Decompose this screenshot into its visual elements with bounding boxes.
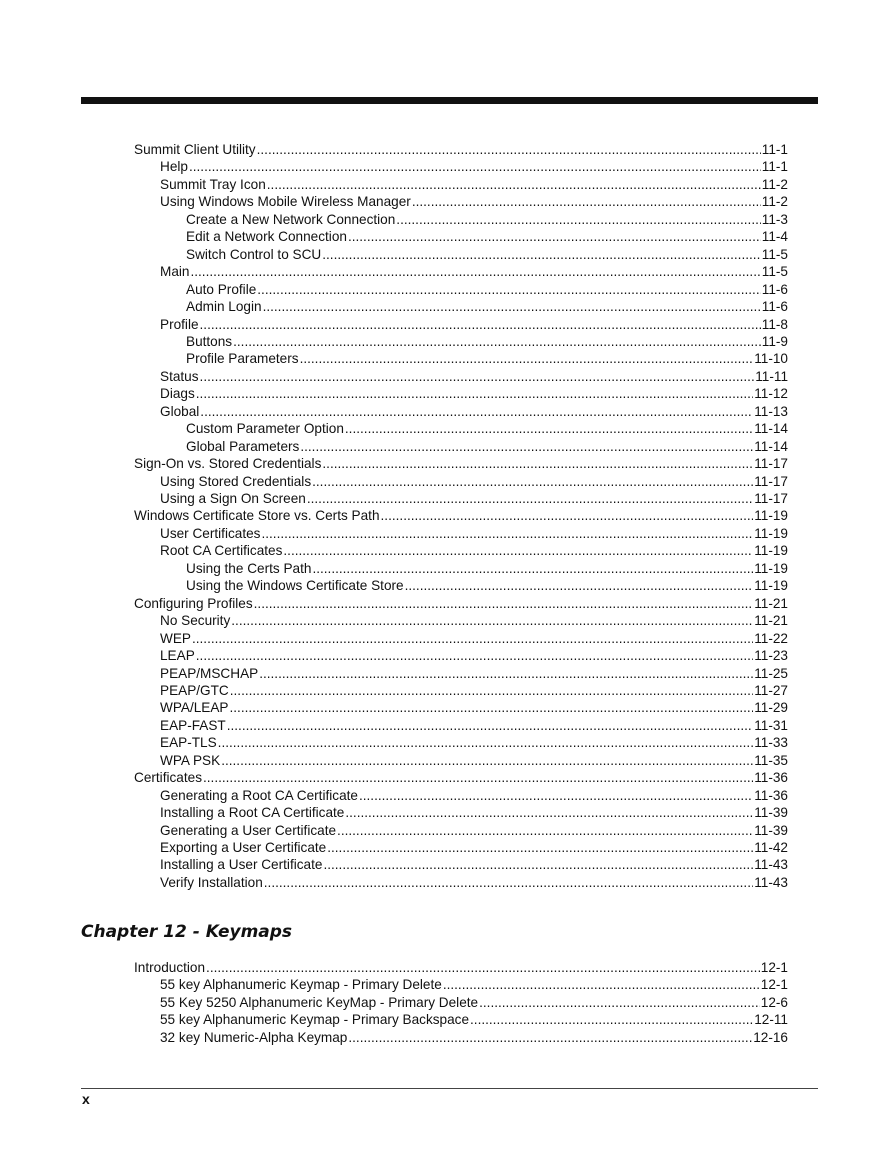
toc-entry-title: PEAP/MSCHAP <box>160 665 259 681</box>
toc-entry[interactable] <box>160 542 788 559</box>
dot-leader <box>323 856 753 873</box>
toc-entry[interactable] <box>160 316 788 333</box>
toc-entry-page: 11-29 <box>754 700 788 716</box>
dot-leader <box>233 333 761 350</box>
toc-entry-page: 11-19 <box>754 525 788 541</box>
toc-entry-title: Auto Profile <box>186 281 257 297</box>
toc-entry[interactable] <box>160 787 788 804</box>
toc-entry[interactable] <box>160 612 788 629</box>
dot-leader <box>259 665 753 682</box>
dot-leader <box>396 211 761 228</box>
toc-entry-title: Diags <box>160 386 195 402</box>
dot-leader <box>348 228 761 245</box>
toc-entry-title: Buttons <box>186 333 233 349</box>
toc-entry-title: Global <box>160 403 200 419</box>
toc-entry-page: 11-39 <box>754 822 788 838</box>
toc-entry-title: 55 key Alphanumeric Keymap - Primary Delete <box>160 977 442 993</box>
toc-entry[interactable] <box>134 595 788 612</box>
toc-entry[interactable] <box>160 525 788 542</box>
toc-entry[interactable] <box>160 1029 788 1046</box>
toc-entry-title: Certificates <box>134 770 202 786</box>
toc-entry-page: 11-39 <box>754 805 788 821</box>
toc-entry[interactable] <box>186 211 788 228</box>
toc-entry-title: Sign-On vs. Stored Credentials <box>134 456 322 472</box>
toc-entry[interactable] <box>186 577 788 594</box>
dot-leader <box>348 1029 752 1046</box>
toc-entry-page: 11-25 <box>754 665 788 681</box>
toc-entry-title: PEAP/GTC <box>160 682 229 698</box>
toc-entry-title: Generating a Root CA Certificate <box>160 787 358 803</box>
toc-entry-page: 11-19 <box>754 508 788 524</box>
toc-entry[interactable] <box>160 734 788 751</box>
toc-entry-page: 11-17 <box>754 456 788 472</box>
toc-entry-title: Main <box>160 264 190 280</box>
toc-entry[interactable] <box>160 822 788 839</box>
toc-entry-title: Custom Parameter Option <box>186 421 344 437</box>
dot-leader <box>218 734 754 751</box>
toc-entry-title: User Certificates <box>160 525 261 541</box>
toc-entry-title: Root CA Certificates <box>160 543 283 559</box>
chapter-heading: Chapter 12 - Keymaps <box>81 922 293 942</box>
dot-leader <box>189 158 761 175</box>
dot-leader <box>206 959 760 976</box>
dot-leader <box>263 298 761 315</box>
toc-entry-title: 55 Key 5250 Alphanumeric KeyMap - Primary Delete <box>160 994 479 1010</box>
toc-entry[interactable] <box>186 350 788 367</box>
dot-leader <box>257 141 761 158</box>
toc-entry-page: 11-10 <box>754 351 788 367</box>
toc-entry-page: 11-6 <box>761 299 788 315</box>
dot-leader <box>257 281 761 298</box>
toc-entry-page: 11-4 <box>761 229 788 245</box>
toc-entry[interactable] <box>160 263 788 280</box>
dot-leader <box>203 769 753 786</box>
toc-entry-title: Admin Login <box>186 299 262 315</box>
toc-entry-page: 11-36 <box>754 770 788 786</box>
toc-entry[interactable] <box>160 490 788 507</box>
dot-leader <box>322 455 753 472</box>
toc-entry-page: 11-27 <box>754 682 788 698</box>
dot-leader <box>190 263 760 280</box>
dot-leader <box>327 839 753 856</box>
toc-entry[interactable] <box>186 333 788 350</box>
toc-entry-page: 11-17 <box>754 491 788 506</box>
toc-entry-title: EAP-FAST <box>160 717 226 733</box>
toc-entry[interactable] <box>160 665 788 682</box>
toc-entry-page: 12-6 <box>760 994 788 1010</box>
toc-entry-page: 11-1 <box>761 142 788 157</box>
toc-entry[interactable] <box>134 769 788 786</box>
toc-entry-page: 11-21 <box>754 595 788 611</box>
footer-rule <box>81 1088 818 1089</box>
toc-entry-title: WPA PSK <box>160 752 221 768</box>
toc-entry-title: Using Stored Credentials <box>160 473 312 489</box>
toc-entry-title: Profile Parameters <box>186 351 299 367</box>
toc-entry[interactable] <box>160 699 788 716</box>
header-rule <box>81 97 818 104</box>
toc-entry-page: 11-22 <box>754 630 788 646</box>
toc-entry[interactable] <box>134 507 788 524</box>
toc-entry[interactable] <box>160 630 788 647</box>
toc-entry-title: Edit a Network Connection <box>186 229 347 245</box>
toc-entry-page: 11-9 <box>761 333 788 349</box>
toc-entry-title: Windows Certificate Store vs. Certs Path <box>134 508 380 524</box>
toc-entry[interactable] <box>186 228 788 245</box>
toc-entry[interactable] <box>160 874 788 891</box>
toc-entry-title: Exporting a User Certificate <box>160 840 327 855</box>
toc-entry[interactable] <box>160 1011 788 1028</box>
dot-leader <box>359 787 753 804</box>
dot-leader <box>307 490 753 507</box>
toc-entry-title: Switch Control to SCU <box>186 246 322 262</box>
dot-leader <box>312 560 753 577</box>
dot-leader <box>300 438 753 455</box>
dot-leader <box>312 473 753 490</box>
toc-entry[interactable] <box>186 298 788 315</box>
dot-leader <box>345 420 753 437</box>
toc-entry-page: 11-35 <box>754 752 788 768</box>
toc-entry-page: 11-14 <box>754 438 788 454</box>
toc-entry[interactable] <box>186 281 788 298</box>
toc-entry-title: EAP-TLS <box>160 735 217 751</box>
toc-entry[interactable] <box>160 856 788 873</box>
toc-entry-page: 11-6 <box>761 281 788 297</box>
toc-entry-page: 11-17 <box>754 473 788 489</box>
dot-leader <box>196 647 753 664</box>
dot-leader <box>200 403 753 420</box>
toc-entry-page: 11-13 <box>754 403 788 419</box>
toc-entry[interactable] <box>160 839 788 856</box>
toc-entry-title: LEAP <box>160 648 195 664</box>
dot-leader <box>264 874 753 891</box>
dot-leader <box>479 994 760 1011</box>
toc-entry[interactable] <box>186 560 788 577</box>
toc-entry-page: 11-3 <box>761 211 788 227</box>
toc-entry-page: 11-23 <box>754 648 788 664</box>
toc-entry-title: 32 key Numeric-Alpha Keymap <box>160 1029 348 1045</box>
toc-entry-title: Configuring Profiles <box>134 595 253 611</box>
dot-leader <box>381 507 754 524</box>
toc-entry-title: Summit Client Utility <box>134 142 256 157</box>
toc-entry-title: Global Parameters <box>186 438 300 454</box>
toc-entry[interactable] <box>160 368 788 385</box>
toc-entry-title: Help <box>160 159 188 175</box>
dot-leader <box>412 193 761 210</box>
toc-entry-page: 11-19 <box>754 560 788 576</box>
toc-entry-page: 11-5 <box>761 246 788 262</box>
toc-entry-page: 11-12 <box>754 386 788 402</box>
dot-leader <box>322 246 761 263</box>
toc-entry-page: 11-19 <box>754 578 788 594</box>
dot-leader <box>470 1011 753 1028</box>
toc-entry-page: 12-16 <box>753 1029 788 1045</box>
toc-entry[interactable] <box>160 804 788 821</box>
dot-leader <box>192 630 753 647</box>
dot-leader <box>230 682 753 699</box>
toc-entry-page: 12-1 <box>760 977 788 993</box>
toc-entry[interactable] <box>186 420 788 437</box>
dot-leader <box>443 976 760 993</box>
toc-entry-title: Using the Certs Path <box>186 560 312 576</box>
toc-entry-page: 11-31 <box>754 717 788 733</box>
toc-entry[interactable] <box>186 246 788 263</box>
dot-leader <box>337 822 753 839</box>
toc-entry-page: 11-11 <box>755 368 788 384</box>
dot-leader <box>261 525 753 542</box>
toc-entry-page: 11-42 <box>754 840 788 855</box>
toc-entry-page: 11-43 <box>754 874 788 890</box>
toc-entry-page: 11-36 <box>754 787 788 803</box>
toc-entry[interactable] <box>134 141 788 158</box>
toc-entry-title: Generating a User Certificate <box>160 822 337 838</box>
toc-entry-title: Using Windows Mobile Wireless Manager <box>160 194 411 210</box>
dot-leader <box>230 699 754 716</box>
toc-entry[interactable] <box>160 176 788 193</box>
toc-entry-title: WEP <box>160 630 191 646</box>
toc-entry[interactable] <box>160 976 788 993</box>
toc-entry-page: 11-19 <box>754 543 788 559</box>
dot-leader <box>231 612 753 629</box>
toc-entry-page: 12-11 <box>754 1012 788 1028</box>
toc-entry[interactable] <box>160 994 788 1011</box>
toc-entry-page: 11-1 <box>761 159 788 175</box>
toc-entry-page: 11-43 <box>754 857 788 873</box>
toc-entry-title: Introduction <box>134 960 206 975</box>
toc-entry-page: 11-8 <box>761 316 788 332</box>
toc-entry[interactable] <box>160 752 788 769</box>
toc-entry-page: 11-2 <box>761 176 788 192</box>
toc-entry-title: Summit Tray Icon <box>160 176 266 192</box>
dot-leader <box>267 176 761 193</box>
toc-entry[interactable] <box>160 193 788 210</box>
dot-leader <box>405 577 754 594</box>
toc-entry-page: 11-5 <box>761 264 788 280</box>
toc-entry[interactable] <box>160 473 788 490</box>
toc-entry-page: 12-1 <box>760 960 788 975</box>
dot-leader <box>196 385 753 402</box>
dot-leader <box>227 717 754 734</box>
toc-entry[interactable] <box>160 385 788 402</box>
dot-leader <box>200 368 755 385</box>
toc-entry-title: Status <box>160 368 199 384</box>
toc-entry-page: 11-2 <box>761 194 788 210</box>
toc-entry-title: WPA/LEAP <box>160 700 229 716</box>
dot-leader <box>254 595 754 612</box>
toc-entry-title: Profile <box>160 316 199 332</box>
toc-entry-page: 11-33 <box>754 735 788 751</box>
toc-entry-title: No Security <box>160 613 231 629</box>
dot-leader <box>283 542 753 559</box>
dot-leader <box>200 316 761 333</box>
toc-entry[interactable] <box>134 455 788 472</box>
toc-entry[interactable] <box>134 959 788 976</box>
toc-entry-title: Create a New Network Connection <box>186 211 396 227</box>
toc-entry-title: Using the Windows Certificate Store <box>186 578 404 594</box>
toc-entry[interactable] <box>160 682 788 699</box>
toc-entry[interactable] <box>160 158 788 175</box>
dot-leader <box>345 804 753 821</box>
toc-entry-title: 55 key Alphanumeric Keymap - Primary Backspace <box>160 1012 470 1028</box>
toc-entry[interactable] <box>160 647 788 664</box>
toc-entry-title: Verify Installation <box>160 874 263 890</box>
toc-entry[interactable] <box>160 717 788 734</box>
toc-entry[interactable] <box>186 438 788 455</box>
toc-entry-title: Using a Sign On Screen <box>160 491 306 506</box>
dot-leader <box>300 350 754 367</box>
toc-entry-title: Installing a User Certificate <box>160 857 323 873</box>
toc-entry-title: Installing a Root CA Certificate <box>160 805 345 821</box>
dot-leader <box>221 752 753 769</box>
page-number: x <box>82 1091 90 1107</box>
toc-entry[interactable] <box>160 403 788 420</box>
toc-entry-page: 11-14 <box>754 421 788 437</box>
toc-entry-page: 11-21 <box>754 613 788 629</box>
